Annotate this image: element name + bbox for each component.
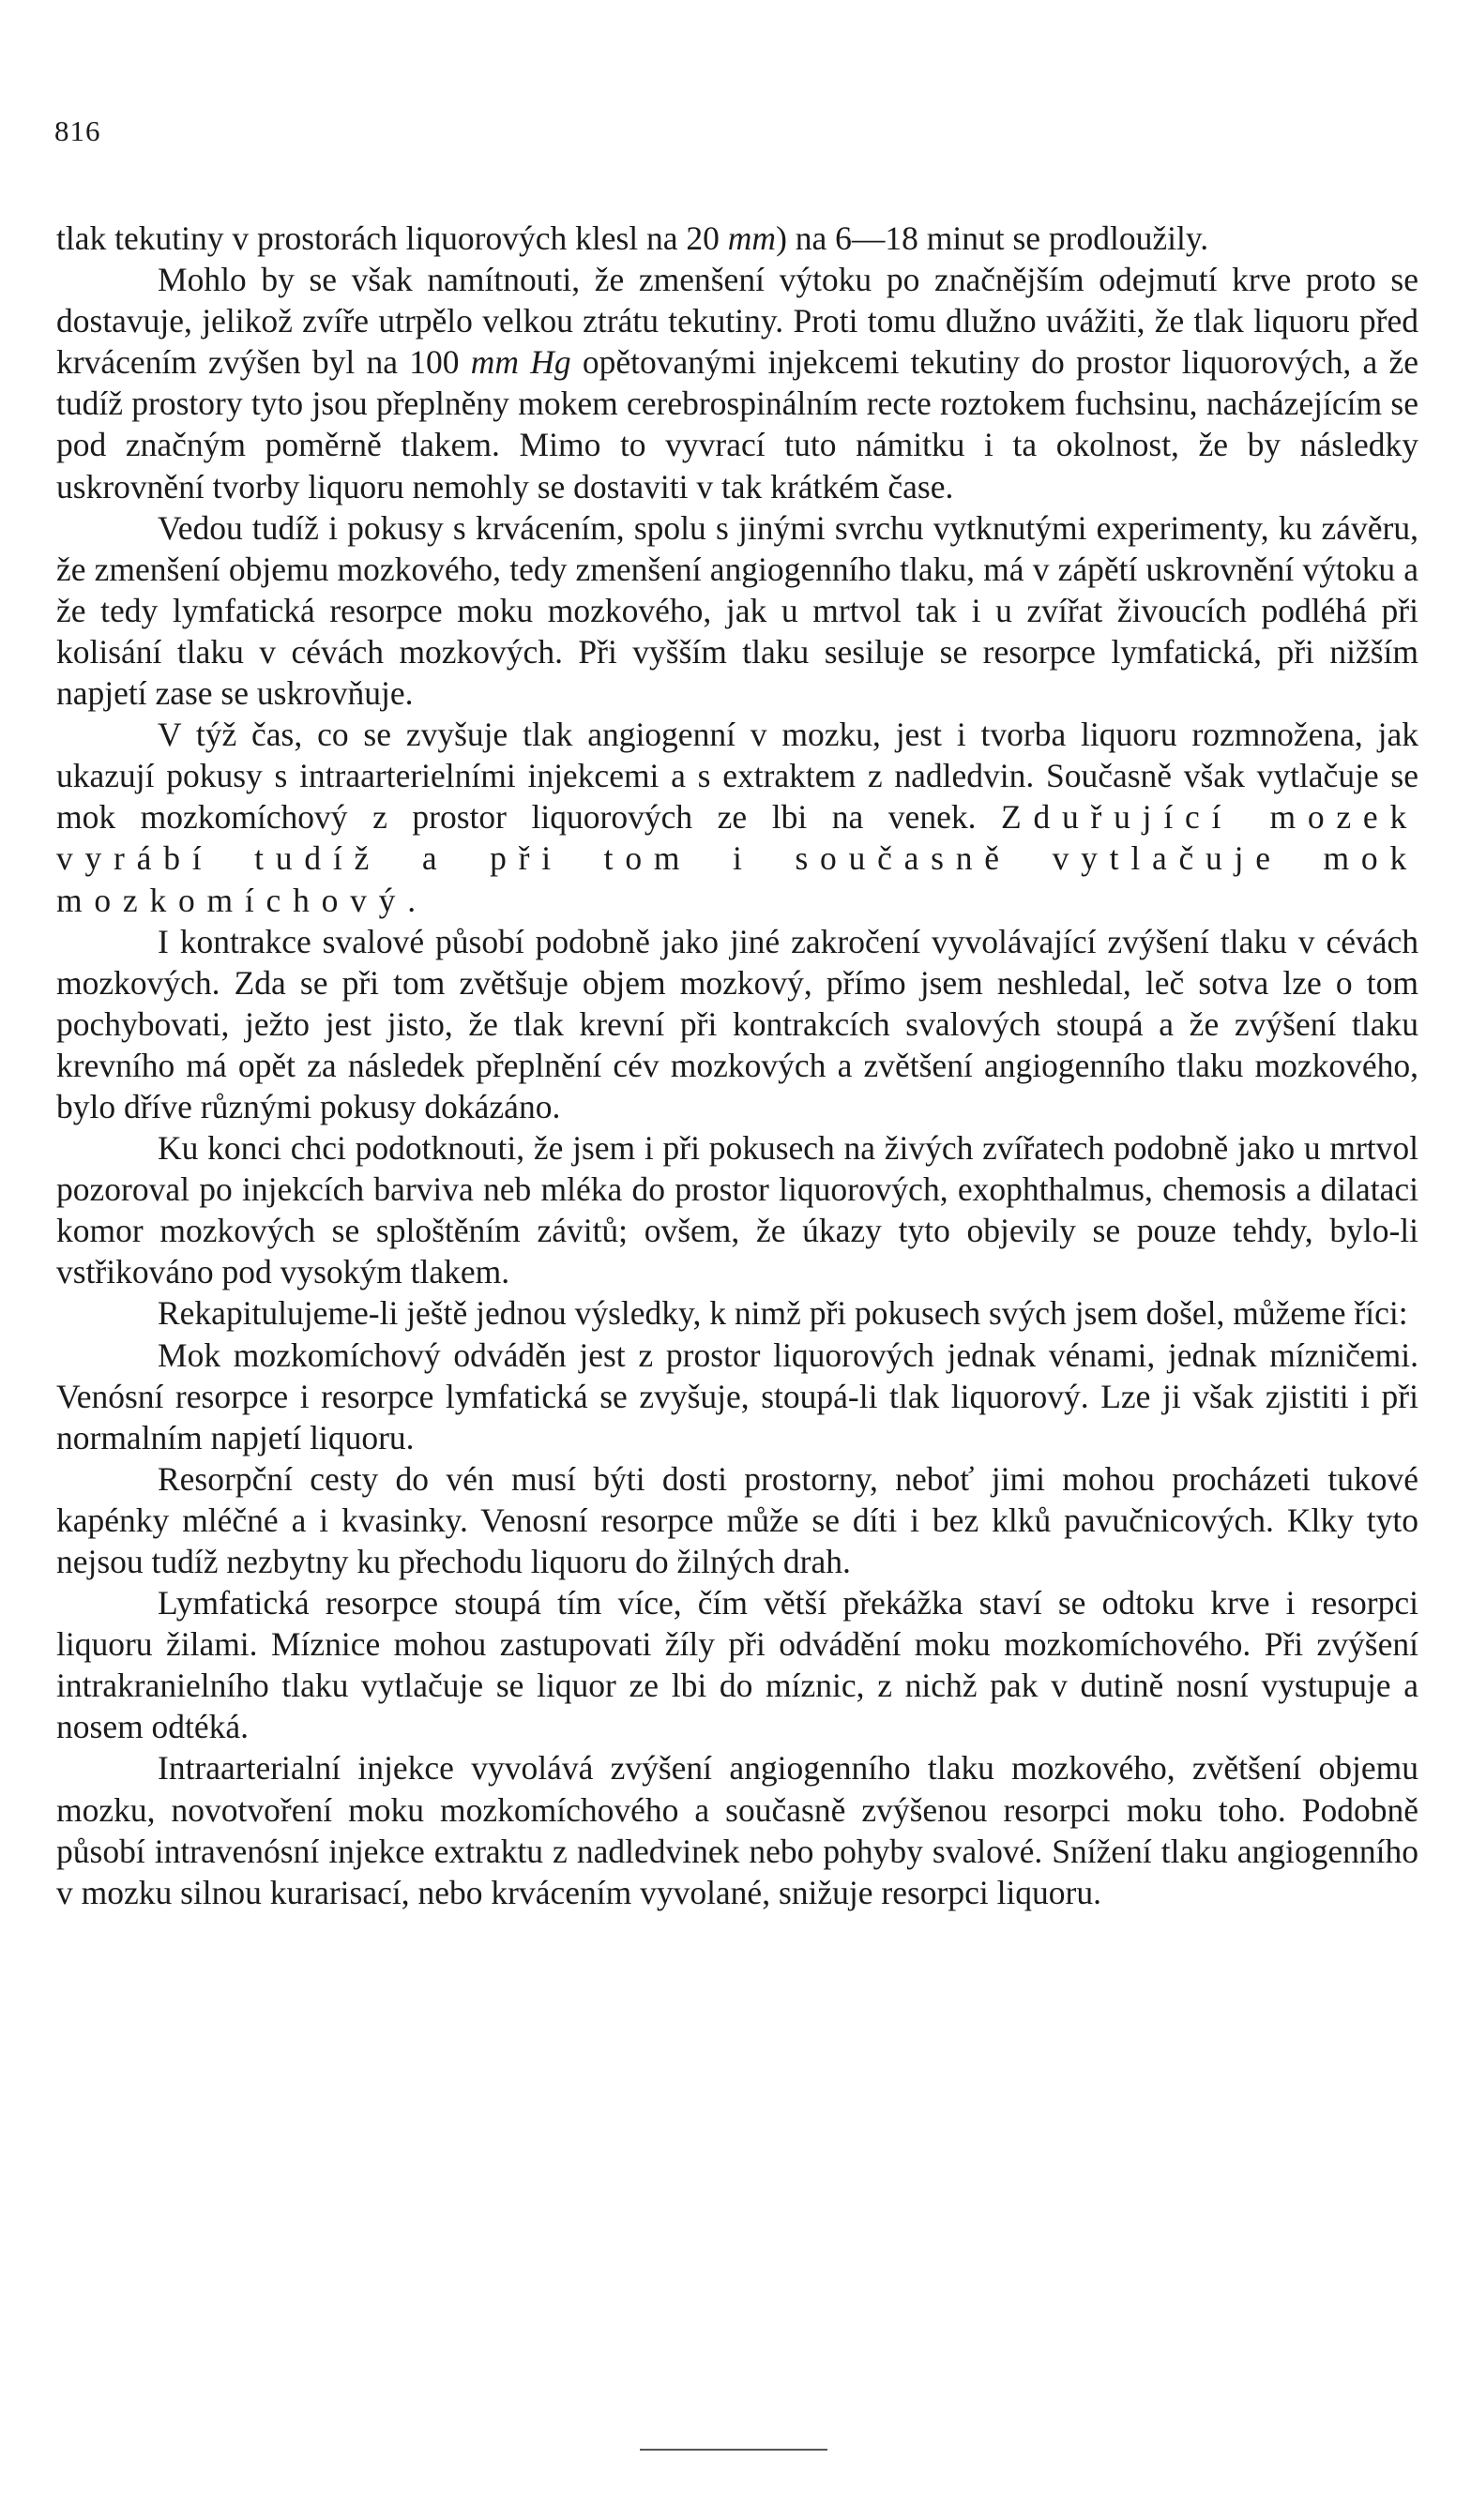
paragraph — [56, 218, 1418, 259]
end-rule — [640, 2449, 827, 2451]
paragraph — [56, 714, 1418, 920]
emphasized-text: Zduřující mozek vyrábí tudíž a při tom i současně vytlačuje mok mozkomíchový. — [56, 798, 1419, 919]
paragraph — [56, 1292, 1418, 1334]
text-segment: Mohlo by se však namítnouti, že zmenšení výtoku po značnějším odejmutí krve proto se dostavuje, jelikož zvíře utrpělo velkou ztrátu tekutiny. Proti tomu dlužno uvážiti, že tlak liquoru před krvácením zvýšen byl na 100 — [56, 261, 1418, 382]
paragraph — [56, 1747, 1418, 1912]
text-segment: ) na 6—18 minut se prodloužily. — [776, 219, 1209, 257]
body-text — [56, 218, 1418, 1913]
text-segment: Intraarterialní injekce vyvolává zvýšení angiogenního tlaku mozkového, zvětšení objemu mozku, novotvoření moku mozkomíchového a současně zvýšenou resorpci moku toho. Podobně působí intravenósní injekce extraktu z nadledvinek nebo pohyby svalové. Snížení tlaku angiogenního v mozku silnou kurarisací, nebo krvácením vyvolané, snižuje resorpci liquoru. — [56, 1749, 1418, 1911]
paragraph — [56, 1335, 1418, 1458]
paragraph — [56, 1127, 1418, 1292]
text-segment: Lymfatická resorpce stoupá tím více, čím větší překážka staví se odtoku krve i resorpci liquoru žilami. Míznice mohou zastupovati žíly při odvádění moku mozkomíchového. Při zvýšení intrakranielního tlaku vytlačuje se liquor ze lbi do míznic, z nichž pak v dutině nosní vystupuje a nosem odtéká. — [56, 1584, 1418, 1746]
text-segment: Resorpční cesty do vén musí býti dosti prostorny, neboť jimi mohou procházeti tukové kapénky mléčné a i kvasinky. Venosní resorpce může se díti i bez klků pavučnicových. Klky tyto nejsou tudíž nezbytny ku přechodu liquoru do žilných drah. — [56, 1459, 1418, 1580]
paragraph — [56, 921, 1418, 1127]
paragraph — [56, 507, 1418, 714]
page-number: 816 — [54, 114, 101, 147]
paragraph — [56, 259, 1418, 507]
text-segment: I kontrakce svalové působí podobně jako jiné zakročení vyvolávající zvýšení tlaku v cévách mozkových. Zda se při tom zvětšuje objem mozkový, přímo jsem neshledal, leč sotva lze o tom pochybovati, ježto jest jisto, že tlak krevní při kontrakcích svalových stoupá a že zvýšení tlaku krevního má opět za následek přeplnění cév mozkových a zvětšení angiogenního tlaku mozkového, bylo dříve různými pokusy dokázáno. — [56, 922, 1418, 1125]
paragraph — [56, 1582, 1418, 1747]
unit-text: mm — [727, 219, 777, 257]
text-segment: Mok mozkomíchový odváděn jest z prostor liquorových jednak vénami, jednak mízničemi. Venósní resorpce i resorpce lymfatická se zvyšuje, stoupá-li tlak liquorový. Lze ji však zjistiti i při normalním napjetí liquoru. — [56, 1335, 1418, 1456]
text-segment: tlak tekutiny v prostorách liquorových klesl na 20 — [56, 219, 728, 257]
text-segment: Vedou tudíž i pokusy s krvácením, spolu s jinými svrchu vytknutými experimenty, ku závěru, že zmenšení objemu mozkového, tedy zmenšení angiogenního tlaku, má v zápětí uskrovnění výtoku a že tedy lymfatická resorpce moku mozkového, jak u mrtvol tak i u zvířat živoucích podléhá při kolisání tlaku v cévách mozkových. Při vyšším tlaku sesiluje se resorpce lymfatická, při nižším napjetí zase se uskrovňuje. — [56, 508, 1418, 713]
text-segment: V týž čas, co se zvyšuje tlak angiogenní v mozku, jest i tvorba liquoru rozmnožena, jak ukazují pokusy s intraarterielními injekcemi a s extraktem z nadledvin. Současně však vytlačuje se mok mozkomíchový z prostor liquorových ze lbi na venek. — [56, 716, 1418, 837]
unit-text: mm Hg — [470, 343, 571, 382]
text-segment: Ku konci chci podotknouti, že jsem i při pokusech na živých zvířatech podobně jako u mrtvol pozoroval po injekcích barviva neb mléka do prostor liquorových, exophthalmus, chemosis a dilataci komor mozkových se sploštěním závitů; ovšem, že úkazy tyto objevily se pouze tehdy, bylo-li vstřikováno pod vysokým tlakem. — [56, 1129, 1418, 1291]
paragraph — [56, 1458, 1418, 1582]
text-segment: opětovanými injekcemi tekutiny do prostor liquorových, a že tudíž prostory tyto jsou přeplněny mokem cerebrospinálním recte roztokem fuchsinu, nacházejícím se pod značným poměrně tlakem. Mimo to vyvrací tuto námitku i ta okolnost, že by následky uskrovnění tvorby liquoru nemohly se dostaviti v tak krátkém čase. — [56, 343, 1418, 506]
text-segment: Rekapitulujeme-li ještě jednou výsledky, k nimž při pokusech svých jsem došel, můžeme říci: — [158, 1294, 1408, 1333]
